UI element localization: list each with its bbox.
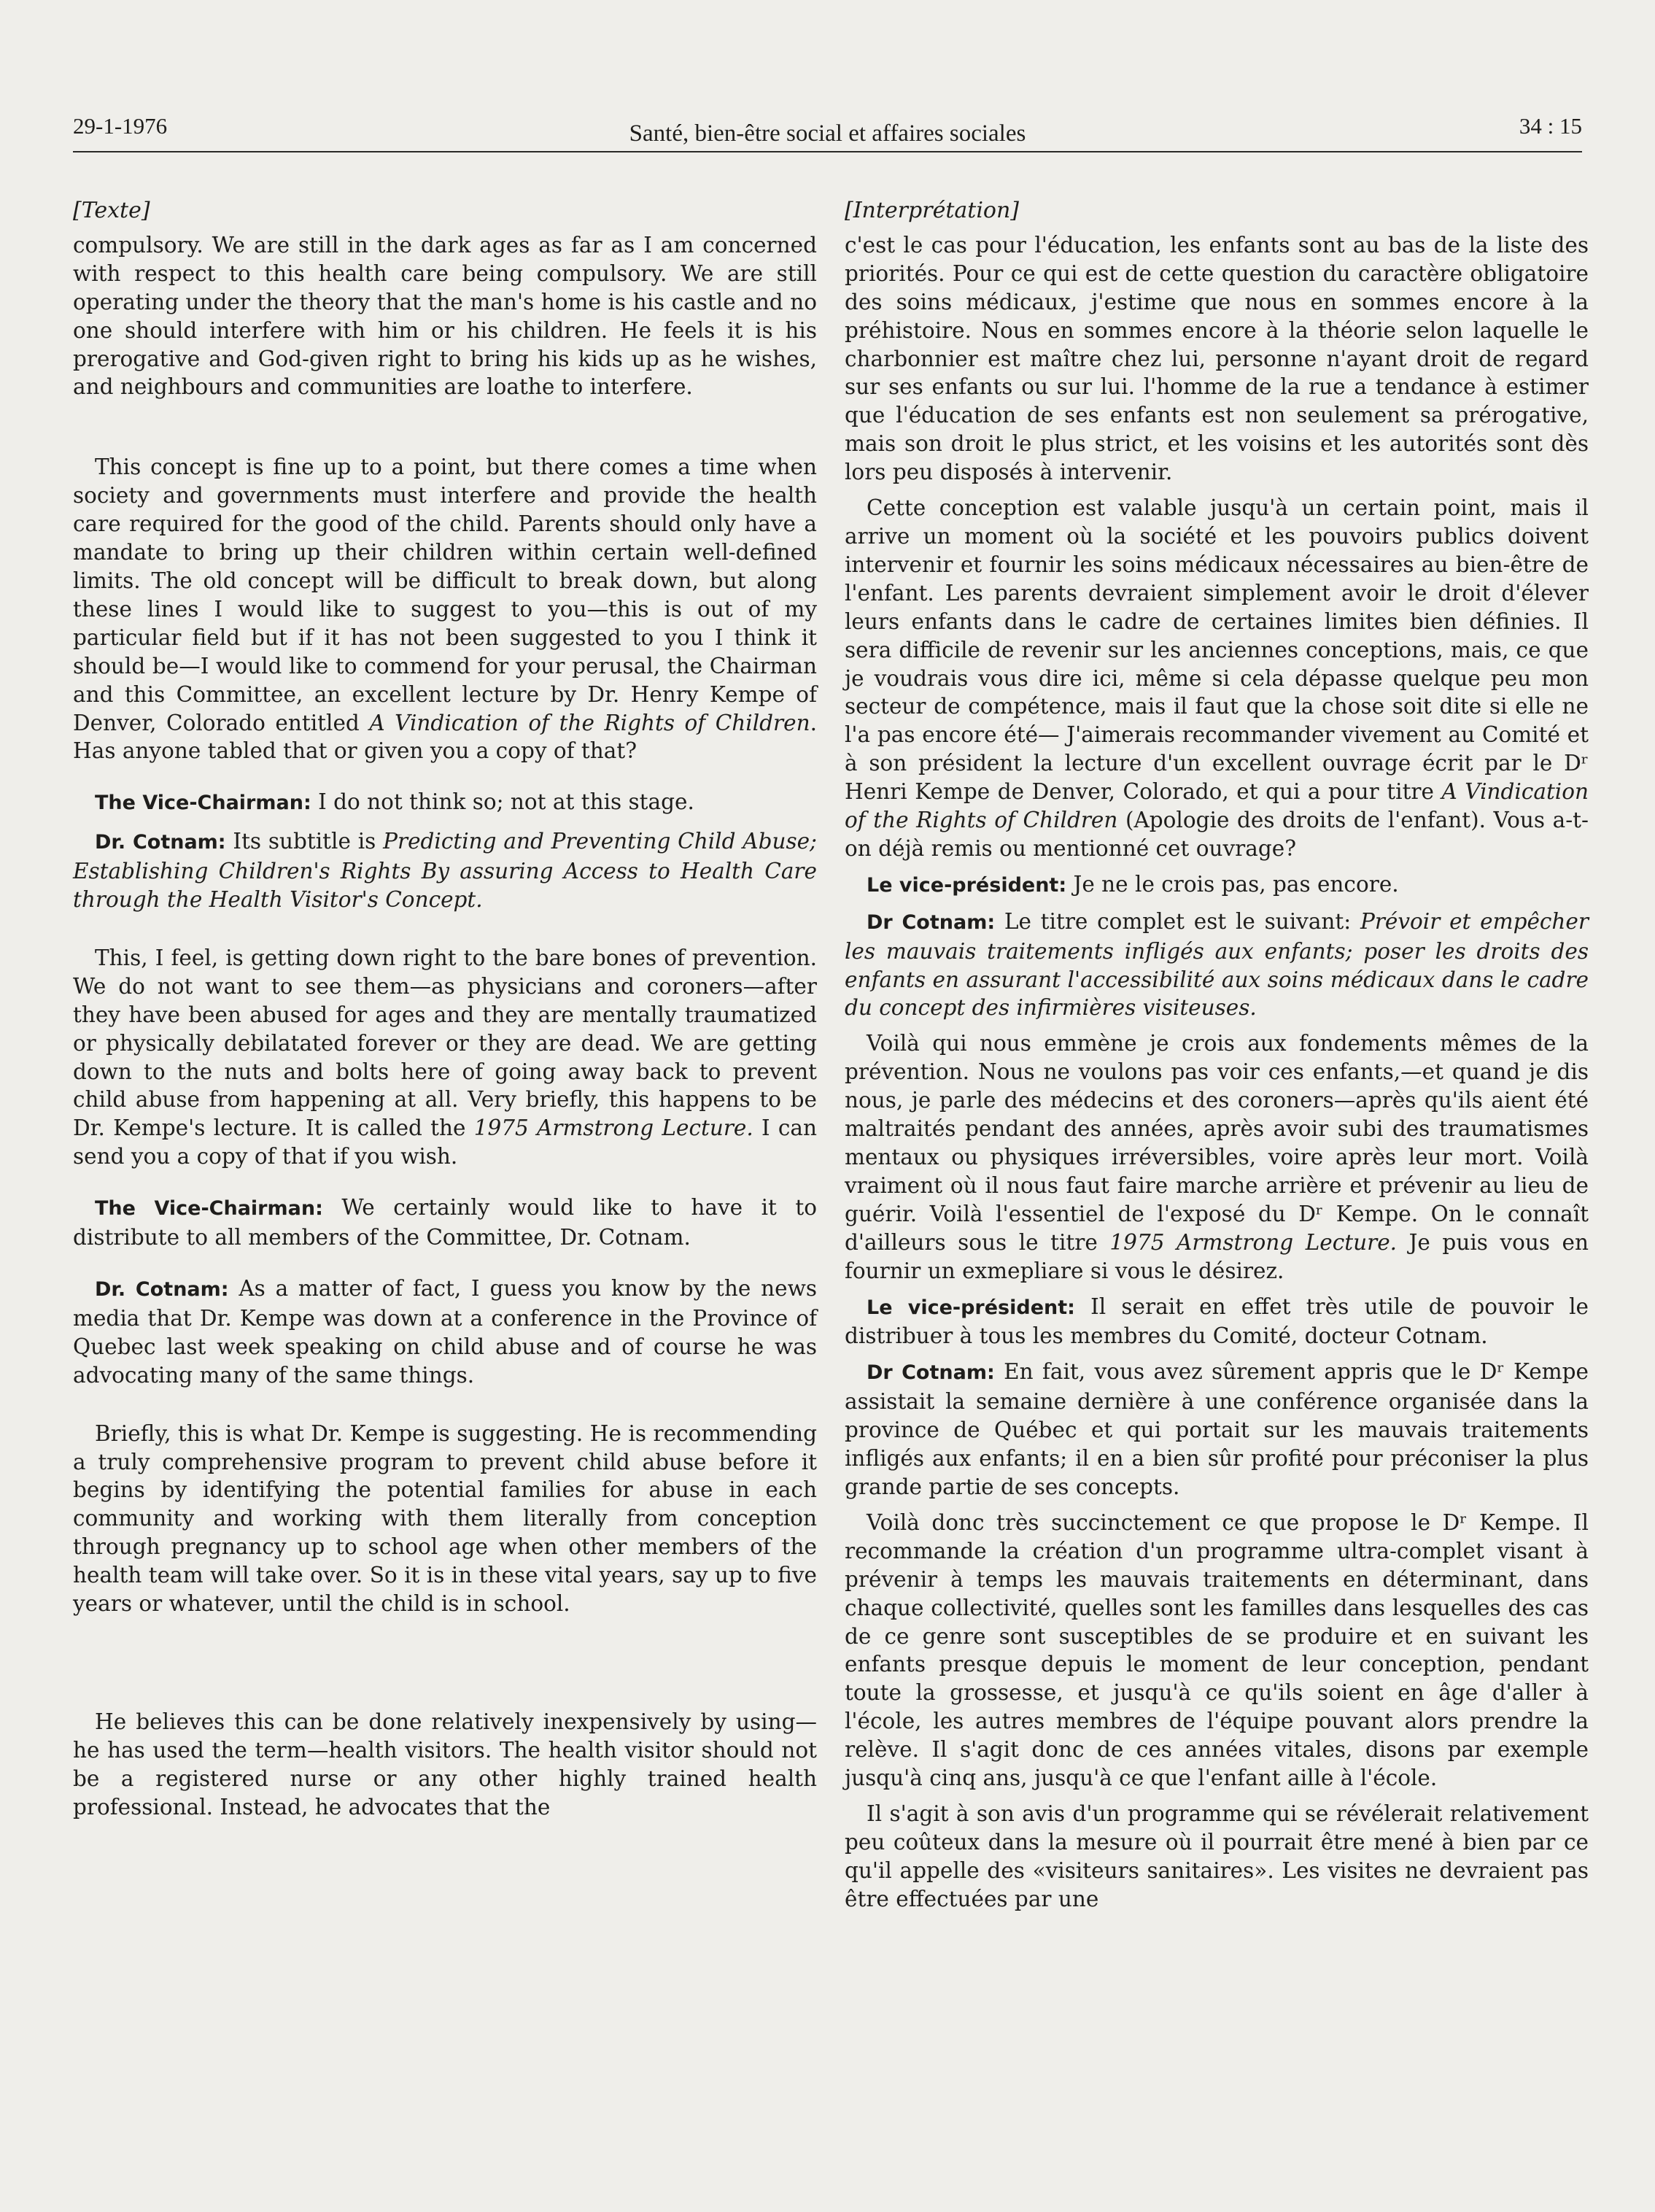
paragraph: Voilà qui nous emmène je crois aux fondements mêmes de la prévention. Nous ne voulons pas voir ces enfants,—et quand je dis nous, je parle des médecins et des coroners—après qu'ils aient été maltraités pendant des années, après avoir subi des traumatismes mentaux ou physiques irréversibles, voire après leur mort. Voilà vraiment où il nous faut faire marche arrière et prévenir au lieu de guérir. Voilà l'essentiel de l'exposé du Dʳ Kempe. On le connaît d'ailleurs sous le titre 1975 Armstrong Lecture. Je puis vous en fournir un exmepliare si vous le désirez. xyxy=(845,1031,1589,1283)
paragraph: Voilà donc très succinctement ce que propose le Dʳ Kempe. Il recommande la création d'un programme ultra-complet visant à prévenir à temps les mauvais traitements en déterminant, dans chaque collectivité, quelles sont les familles dans lesquelles des cas de ce genre sont susceptibles de se produire et en suivant les enfants presque depuis le moment de leur conception, pendant toute la grossesse, et jusqu'à ce qu'ils soient en âge d'aller à l'école, les autres membres de l'équipe pouvant alors prendre la relève. Il s'agit donc de ces années vitales, disons par exemple jusqu'à cinq ans, jusqu'à ce que l'enfant aille à l'école. xyxy=(845,1509,1589,1791)
paragraph: Cette conception est valable jusqu'à un certain point, mais il arrive un moment où la société et les pouvoirs publics doivent intervenir et fournir les soins médicaux nécessaires au bien-être de l'enfant. Les parents devraient simplement avoir le droit d'élever leurs enfants dans le cadre de certaines limites bien définies. Il sera difficile de revenir sur les anciennes conceptions, mais, ce que je voudrais vous dire ici, même si cela dépasse quelque peu mon secteur de compétence, mais il faut que la chose soit dite si elle ne l'a pas encore été— J'aimerais recommander vivement au Comité et à son président la lecture d'un excellent ouvrage écrit par le Dʳ Henri Kempe de Denver, Colorado, et qui a pour titre A Vindication of the Rights of Children (Apologie des droits de l'enfant). Vous a-t-on déjà remis ou mentionné cet ouvrage? xyxy=(845,495,1589,861)
speaker-name: Dr Cotnam: xyxy=(867,910,996,934)
speaker-name: The Vice-Chairman: xyxy=(95,792,311,815)
speaker-name: Dr Cotnam: xyxy=(867,1361,995,1385)
speaker-paragraph: Dr. Cotnam: Its subtitle is Predicting and Preventing Child Abuse; Establishing Children's Rights By assuring Access to Health Care through the Health Visitor's Concept. xyxy=(73,829,817,913)
column-label-texte: [Texte] xyxy=(73,198,150,223)
french-column xyxy=(845,197,1589,1921)
speaker-paragraph: Dr Cotnam: Le titre complet est le suivant: Prévoir et empêcher les mauvais traitements infligés aux enfants; poser les droits des enfants en assurant l'accessibilité aux soins médicaux dans le cadre du concept des infirmières visiteuses. xyxy=(845,908,1589,1021)
speaker-paragraph: Le vice-président: Il serait en effet très utile de pouvoir le distribuer à tous les membres du Comité, docteur Cotnam. xyxy=(845,1293,1589,1349)
speaker-paragraph: Dr. Cotnam: As a matter of fact, I guess you know by the news media that Dr. Kempe was down at a conference in the Province of Quebec last week speaking on child abuse and of course he was advocating many of the same things. xyxy=(73,1276,817,1388)
paragraph: He believes this can be done relatively inexpensively by using—he has used the term—health visitors. The health visitor should not be a registered nurse or any other highly trained health professional. Instead, he advocates that the xyxy=(73,1709,817,1820)
speaker-name: Le vice-président: xyxy=(867,1296,1075,1319)
speaker-name: Dr. Cotnam: xyxy=(95,831,226,854)
header-page-number: 34 : 15 xyxy=(1519,113,1582,139)
speaker-name: The Vice-Chairman: xyxy=(95,1197,323,1221)
header-date: 29-1-1976 xyxy=(73,113,168,139)
english-column xyxy=(73,197,817,1831)
speaker-name: Dr. Cotnam: xyxy=(95,1278,229,1301)
page-header xyxy=(73,113,1582,152)
paragraph: This, I feel, is getting down right to the bare bones of prevention. We do not want to see them—as physicians and coroners—after they have been abused for ages and they are mentally traumatized or physically debilatated forever or they are dead. We are getting down to the nuts and bolts here of going away back to prevent child abuse from happening at all. Very briefly, this happens to be Dr. Kempe's lecture. It is called the 1975 Armstrong Lecture. I can send you a copy of that if you wish. xyxy=(73,945,817,1169)
paragraph: compulsory. We are still in the dark ages as far as I am concerned with respect to this health care being compulsory. We are still operating under the theory that the man's home is his castle and no one should interfere with him or his children. He feels it is his prerogative and God-given right to bring his kids up as he wishes, and neighbours and communities are loathe to interfere. xyxy=(73,232,817,400)
paragraph: Il s'agit à son avis d'un programme qui se révélerait relativement peu coûteux dans la mesure où il pourrait être mené à bien par ce qu'il appelle des «visiteurs sanitaires». Les visites ne devraient pas être effectuées par une xyxy=(845,1801,1589,1911)
speaker-paragraph: Le vice-président: Je ne le crois pas, pas encore. xyxy=(867,871,1399,897)
paragraph: c'est le cas pour l'éducation, les enfants sont au bas de la liste des priorités. Pour ce qui est de cette question du caractère obligatoire des soins médicaux, j'estime que nous en sommes encore à la préhistoire. Nous en sommes encore à la théorie selon laquelle le charbonnier est maître chez lui, personne n'ayant droit de regard sur ses enfants ou sur lui. l'homme de la rue a tendance à estimer que l'éducation de ses enfants est non seulement sa prérogative, mais son droit le plus strict, et les voisins et les autorités sont dès lors peu disposés à intervenir. xyxy=(845,232,1589,485)
speaker-paragraph: The Vice-Chairman: I do not think so; not at this stage. xyxy=(95,789,694,815)
speaker-name: Le vice-président: xyxy=(867,873,1067,897)
paragraph: Briefly, this is what Dr. Kempe is suggesting. He is recommending a truly comprehensive program to prevent child abuse before it begins by identifying the potential families for abuse in each community and working with them literally from conception through pregnancy up to school age when other members of the health team will take over. So it is in these vital years, say up to five years or whatever, until the child is in school. xyxy=(73,1420,817,1617)
speaker-paragraph: The Vice-Chairman: We certainly would like to have it to distribute to all members of the Committee, Dr. Cotnam. xyxy=(73,1195,818,1250)
column-label-interpretation: [Interprétation] xyxy=(845,198,1020,223)
header-title: Santé, bien-être social et affaires sociales xyxy=(629,120,1026,147)
paragraph: This concept is fine up to a point, but there comes a time when society and governments must interfere and provide the health care required for the good of the child. Parents should only have a mandate to bring up their children within certain well-defined limits. The old concept will be difficult to break down, but along these lines I would like to suggest to you—this is out of my particular field but if it has not been suggested to you I think it should be—I would like to commend for your perusal, the Chairman and this Committee, an excellent lecture by Dr. Henry Kempe of Denver, Colorado entitled A Vindication of the Rights of Children. Has anyone tabled that or given you a copy of that? xyxy=(73,455,818,764)
speaker-paragraph: Dr Cotnam: En fait, vous avez sûrement appris que le Dʳ Kempe assistait la semaine dernière à une conférence organisée dans la province de Québec et qui portait sur les mauvais traitements infligés aux enfants; il en a bien sûr profité pour préconiser la plus grande partie de ses concepts. xyxy=(845,1359,1589,1499)
